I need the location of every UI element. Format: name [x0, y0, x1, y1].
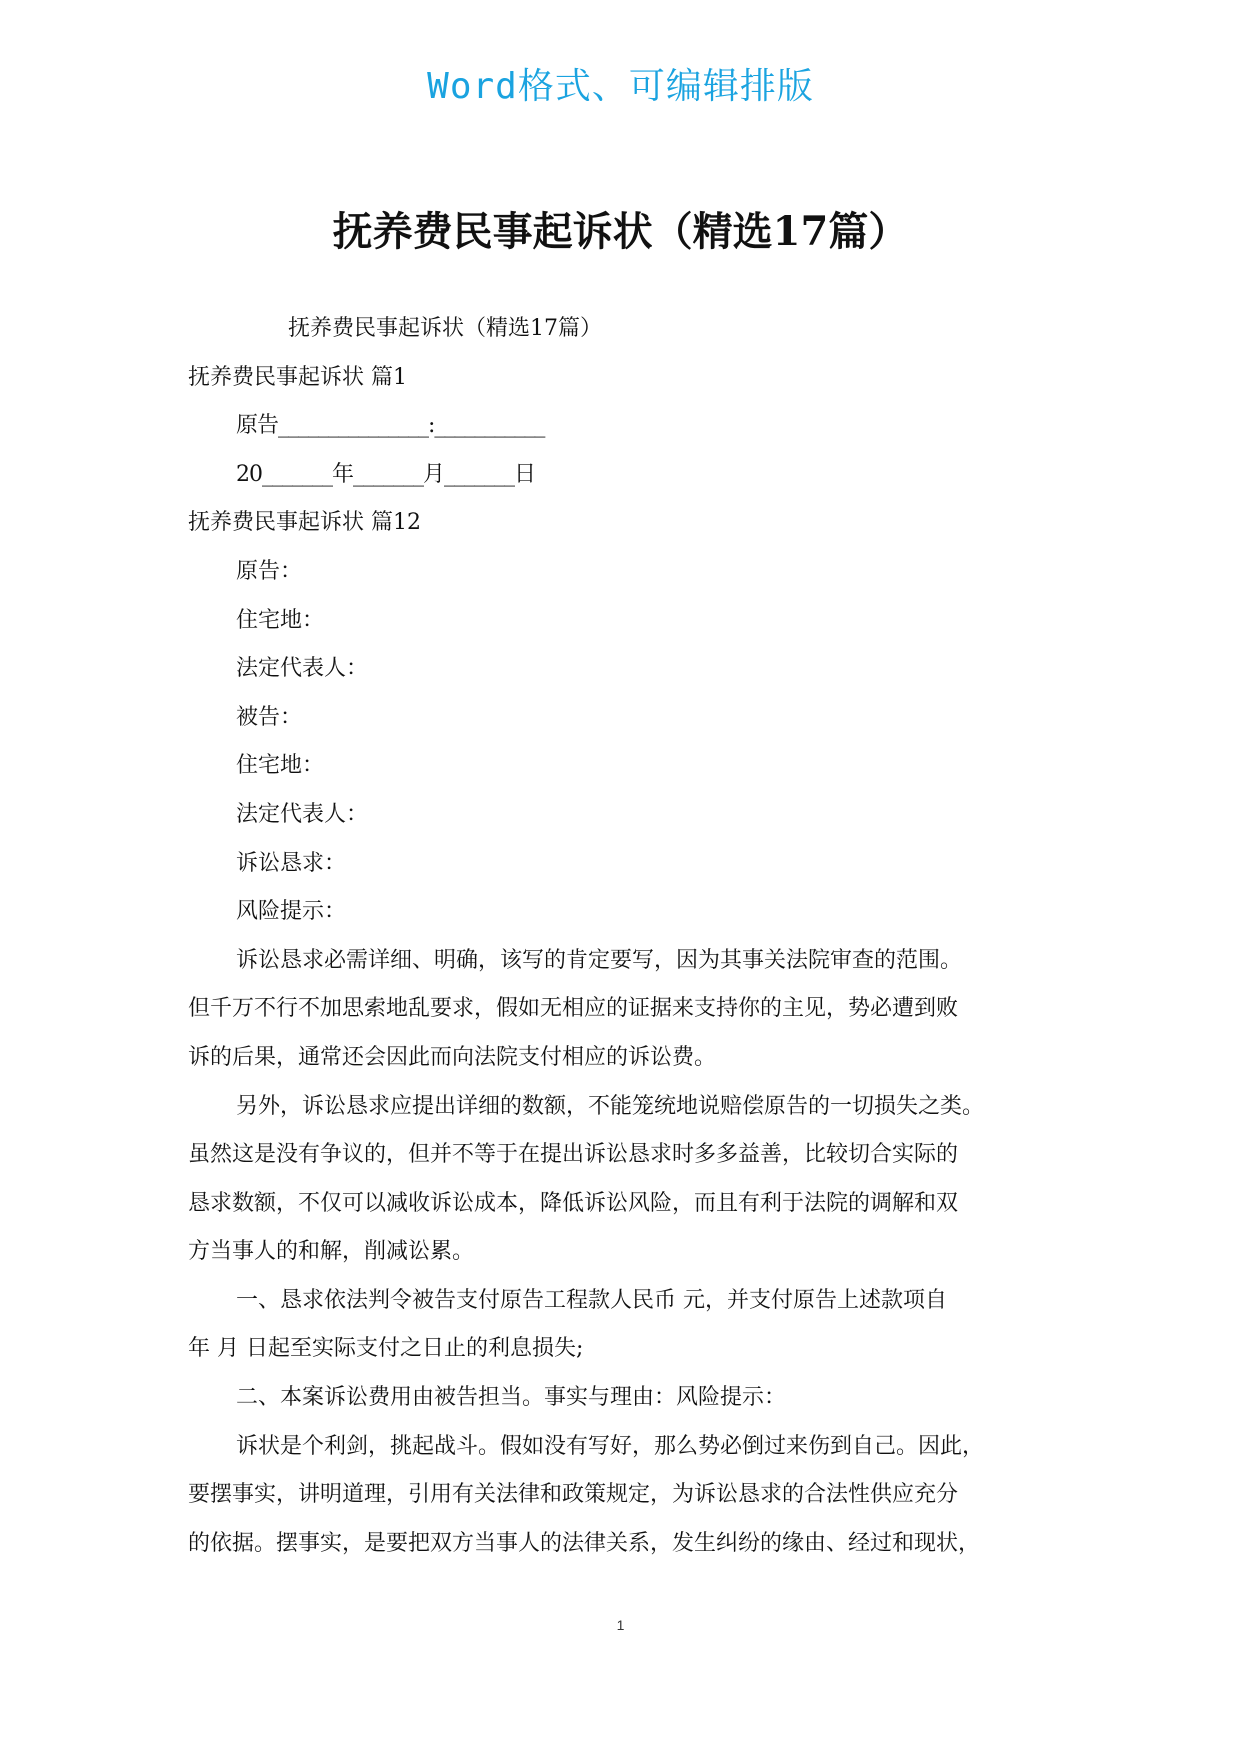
plaintiff-blank-line: 原告_______________:___________ [236, 413, 545, 439]
body-line: 另外，诉讼恳求应提出详细的数额，不能笼统地说赔偿原告的一切损失之类。 [236, 1093, 985, 1119]
field-plaintiff-representative: 法定代表人： [236, 656, 369, 682]
page-number: 1 [616, 1617, 625, 1633]
subtitle: 抚养费民事起诉状（精选17篇） [288, 316, 602, 341]
body-line: 但千万不行不加思索地乱要求，假如无相应的证据来支持你的主见，势必遭到败 [188, 996, 959, 1022]
body-line: 诉的后果，通常还会因此而向法院支付相应的诉讼费。 [188, 1044, 717, 1070]
body-line: 虽然这是没有争议的，但并不等于在提出诉讼恳求时多多益善，比较切合实际的 [188, 1142, 959, 1168]
field-risk-notice: 风险提示： [236, 899, 347, 925]
body-line: 诉讼恳求必需详细、明确，该写的肯定要写，因为其事关法院审查的范围。 [236, 947, 963, 973]
document-title: 抚养费民事起诉状（精选17篇） [332, 208, 909, 255]
section-heading-1: 抚养费民事起诉状 篇1 [188, 364, 407, 390]
body-line: 恳求数额，不仅可以减收诉讼成本，降低诉讼风险，而且有利于法院的调解和双 [188, 1190, 959, 1216]
section-heading-12: 抚养费民事起诉状 篇12 [188, 510, 421, 536]
header-banner: Word格式、可编辑排版 [427, 66, 814, 107]
body-line: 诉状是个利剑，挑起战斗。假如没有写好，那么势必倒过来伤到自己。因此， [236, 1433, 985, 1459]
body-line: 年 月 日起至实际支付之日止的利息损失; [188, 1336, 584, 1362]
body-line: 方当事人的和解，削减讼累。 [188, 1239, 475, 1265]
document-body [188, 305, 1058, 1568]
field-defendant-address: 住宅地： [236, 753, 325, 779]
field-plaintiff: 原告： [236, 558, 303, 584]
field-defendant: 被告： [236, 704, 303, 730]
body-line: 的依据。摆事实，是要把双方当事人的法律关系，发生纠纷的缘由、经过和现状， [188, 1530, 981, 1556]
body-line: 要摆事实，讲明道理，引用有关法律和政策规定，为诉讼恳求的合法性供应充分 [188, 1482, 959, 1508]
field-plaintiff-address: 住宅地： [236, 607, 325, 633]
field-defendant-representative: 法定代表人： [236, 801, 369, 827]
field-claims: 诉讼恳求： [236, 850, 347, 876]
body-line: 二、本案诉讼费用由被告担当。事实与理由：风险提示： [236, 1385, 787, 1411]
body-line: 一、恳求依法判令被告支付原告工程款人民币 元，并支付原告上述款项自 [236, 1287, 947, 1313]
date-blank-line: 20_______年_______月_______日 [236, 461, 535, 487]
